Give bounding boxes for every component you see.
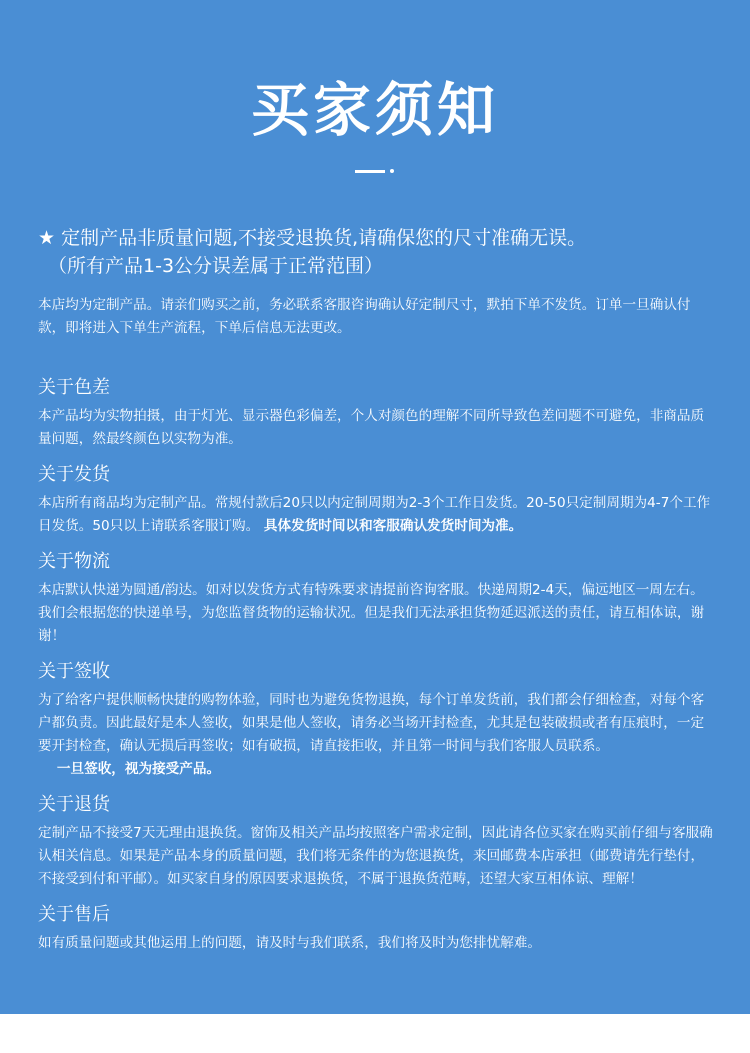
notice-line-tolerance: （所有产品1-3公分误差属于正常范围） bbox=[48, 255, 384, 277]
notice-content bbox=[38, 294, 714, 964]
section-text: 为了给客户提供顺畅快捷的购物体验，同时也为避免货物退换，每个订单发货前，我们都会仔细检查，对每个客户都负责。因此最好是本人签收，如果是他人签收，请务必当场开封检查，尤其是包装破损或者有压痕时，一定要开封检查，确认无损后再签收；如有破损，请直接拒收，并且第一时间与我们客服人员联系。 bbox=[38, 692, 705, 754]
section-title: 关于售后 bbox=[38, 904, 110, 925]
title-divider-dot bbox=[390, 169, 394, 173]
section-after-sales bbox=[38, 900, 714, 955]
section-body bbox=[38, 579, 714, 648]
title-divider bbox=[355, 170, 385, 173]
section-body bbox=[38, 689, 714, 781]
section-title: 关于签收 bbox=[38, 661, 110, 682]
section-text: 本店所有商品均为定制产品。常规付款后20只以内定制周期为2-3个工作日发货。20-50只定制周期为4-7个工作日发货。50只以上请联系客服订购。 bbox=[38, 495, 711, 534]
section-sign-for bbox=[38, 657, 714, 781]
section-title: 关于色差 bbox=[38, 377, 110, 398]
section-body bbox=[38, 932, 714, 955]
intro-paragraph: 本店均为定制产品。请亲们购买之前，务必联系客服咨询确认好定制尺寸，默拍下单不发货。订单一旦确认付款，即将进入下单生产流程，下单后信息无法更改。 bbox=[38, 297, 691, 336]
section-body bbox=[38, 822, 714, 891]
section-body bbox=[38, 405, 714, 451]
section-title: 关于退货 bbox=[38, 794, 110, 815]
section-body bbox=[38, 492, 714, 538]
bottom-margin bbox=[0, 1014, 750, 1053]
section-color-difference bbox=[38, 373, 714, 451]
section-shipping bbox=[38, 460, 714, 538]
section-returns bbox=[38, 790, 714, 891]
section-logistics bbox=[38, 547, 714, 648]
important-notice bbox=[38, 224, 728, 280]
section-text: 本店默认快递为圆通/韵达。如对以发货方式有特殊要求请提前咨询客服。快递周期2-4天，偏远地区一周左右。我们会根据您的快递单号，为您监督货物的运输状况。但是我们无法承担货物延迟派送的责任，请互相体谅，谢谢！ bbox=[38, 582, 705, 644]
page-title: 买家须知 bbox=[250, 76, 499, 144]
section-text: 如有质量问题或其他运用上的问题，请及时与我们联系，我们将及时为您排忧解难。 bbox=[38, 935, 541, 951]
section-emphasis: 一旦签收，视为接受产品。 bbox=[38, 761, 221, 777]
section-title: 关于物流 bbox=[38, 551, 110, 572]
section-emphasis: 具体发货时间以和客服确认发货时间为准。 bbox=[259, 518, 523, 534]
section-title: 关于发货 bbox=[38, 464, 110, 485]
section-text: 定制产品不接受7天无理由退换货。窗饰及相关产品均按照客户需求定制，因此请各位买家在购买前仔细与客服确认相关信息。如果是产品本身的质量问题，我们将无条件的为您退换货，来回邮费本店承担（邮费请先行垫付，不接受到付和平邮）。如买家自身的原因要求退换货，不属于退换货范畴，还望大家互相体谅、理解！ bbox=[38, 825, 713, 887]
notice-line-main: ★ 定制产品非质量问题,不接受退换货,请确保您的尺寸准确无误。 bbox=[38, 227, 587, 249]
section-text: 本产品均为实物拍摄，由于灯光、显示器色彩偏差，个人对颜色的理解不同所导致色差问题不可避免，非商品质量问题，然最终颜色以实物为准。 bbox=[38, 408, 705, 447]
